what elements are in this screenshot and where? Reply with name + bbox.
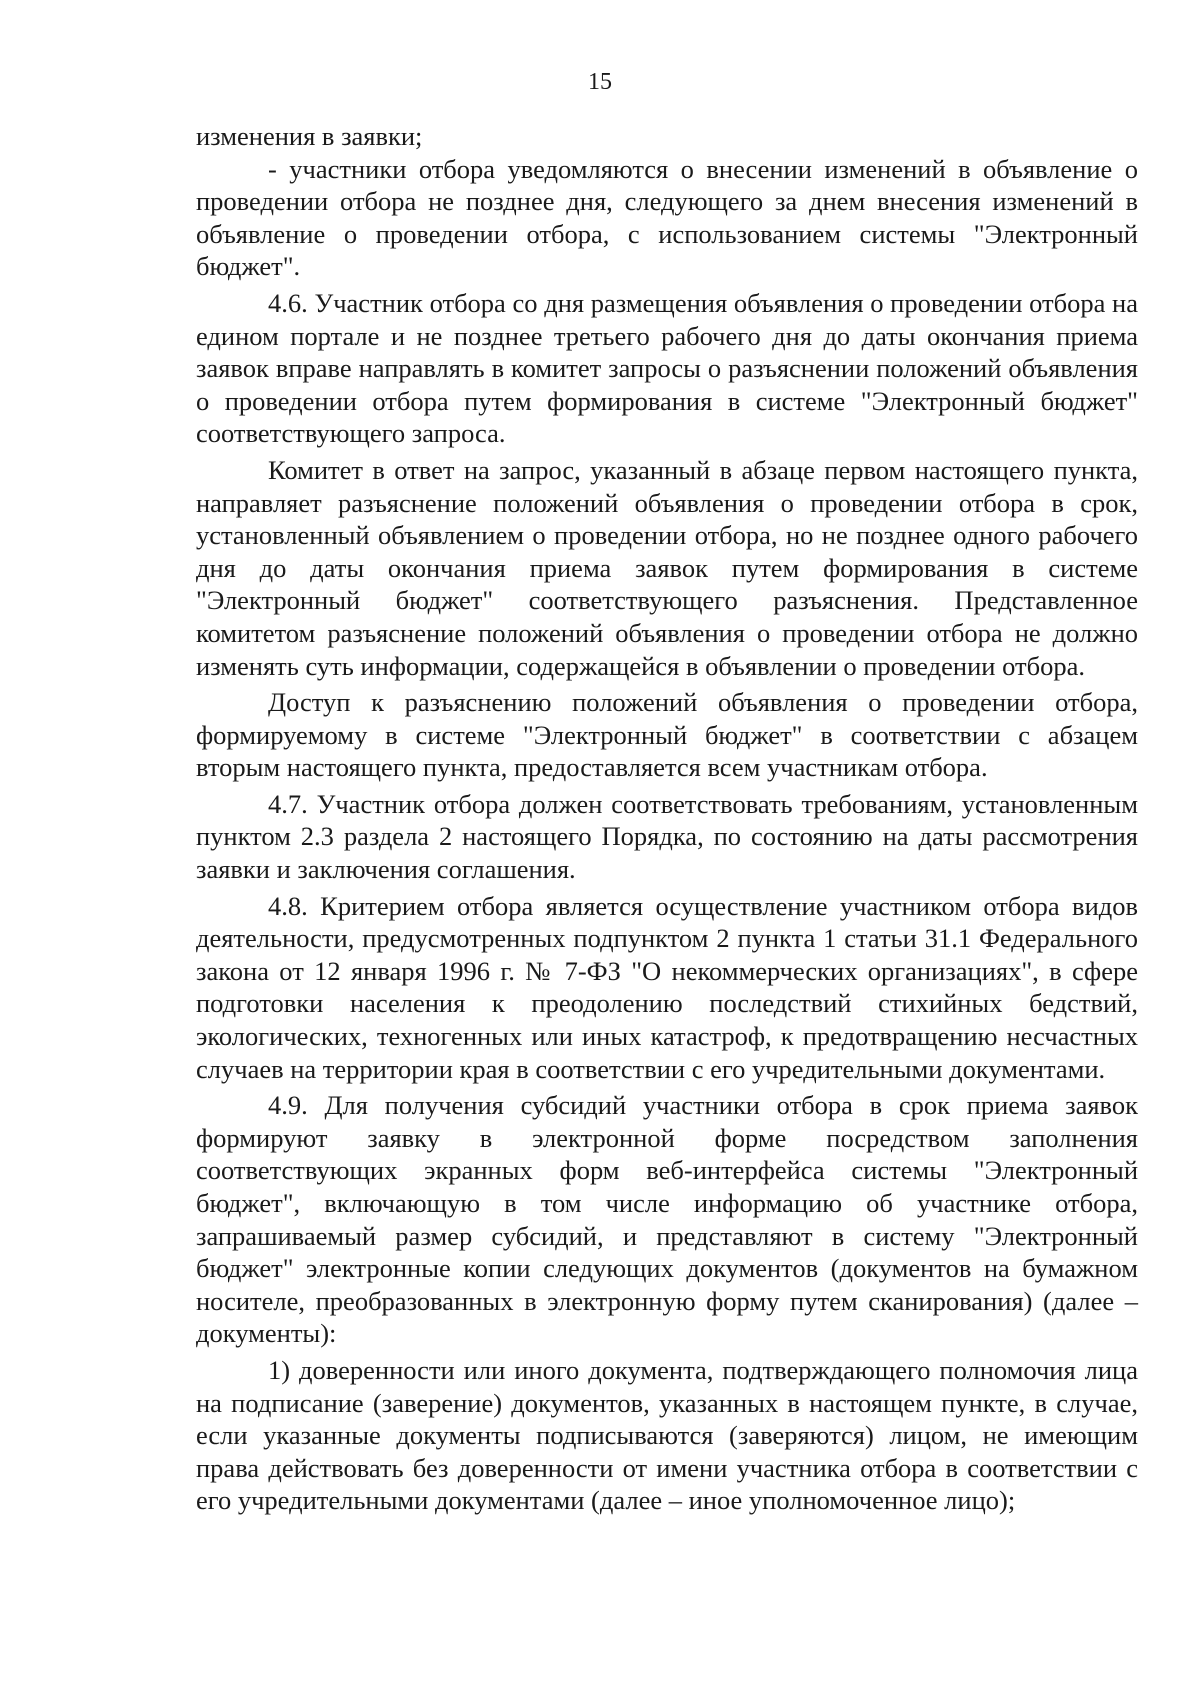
paragraph: 4.7. Участник отбора должен соответствовать требованиям, установленным пунктом 2.3 раздела 2 настоящего Порядка, по состоянию на даты рассмотрения заявки и заключения соглашения.: [196, 788, 1138, 885]
document-body: [196, 120, 1138, 1517]
paragraph: 4.6. Участник отбора со дня размещения объявления о проведении отбора на едином портале и не позднее третьего рабочего дня до даты окончания приема заявок вправе направлять в комитет запросы о разъяснении положений объявления о проведении отбора путем формирования в системе "Электронный бюджет" соответствующего запроса.: [196, 287, 1138, 449]
page-number: 15: [588, 69, 612, 95]
paragraph: 1) доверенности или иного документа, подтверждающего полномочия лица на подписание (заверение) документов, указанных в настоящем пункте, в случае, если указанные документы подписываются (заверяются) лицом, не имеющим права действовать без доверенности от имени участника отбора в соответствии с его учредительными документами (далее – иное уполномоченное лицо);: [196, 1354, 1138, 1516]
paragraph: Доступ к разъяснению положений объявления о проведении отбора, формируемому в системе "Электронный бюджет" в соответствии с абзацем вторым настоящего пункта, предоставляется всем участникам отбора.: [196, 687, 1138, 783]
paragraph: 4.9. Для получения субсидий участники отбора в срок приема заявок формируют заявку в электронной форме посредством заполнения соответствующих экранных форм веб-интерфейса системы "Электронный бюджет", включающую в том числе информацию об участнике отбора, запрашиваемый размер субсидий, и представляют в систему "Электронный бюджет" электронные копии следующих документов (документов на бумажном носителе, преобразованных в электронную форму путем сканирования) (далее – документы):: [196, 1090, 1138, 1349]
paragraph: 4.8. Критерием отбора является осуществление участником отбора видов деятельности, предусмотренных подпунктом 2 пункта 1 статьи 31.1 Федерального закона от 12 января 1996 г. № 7-ФЗ "О некоммерческих организациях", в сфере подготовки населения к преодолению последствий стихийных бедствий, экологических, техногенных или иных катастроф, к предотвращению несчастных случаев на территории края в соответствии с его учредительными документами.: [196, 890, 1138, 1084]
paragraph: - участники отбора уведомляются о внесении изменений в объявление о проведении отбора не позднее дня, следующего за днем внесения изменений в объявление о проведении отбора, с использованием системы "Электронный бюджет".: [196, 153, 1138, 282]
paragraph: изменения в заявки;: [196, 121, 423, 151]
paragraph: Комитет в ответ на запрос, указанный в абзаце первом настоящего пункта, направляет разъяснение положений объявления о проведении отбора в срок, установленный объявлением о проведении отбора, но не позднее одного рабочего дня до даты окончания приема заявок путем формирования в системе "Электронный бюджет" соответствующего разъяснения. Представленное комитетом разъяснение положений объявления о проведении отбора не должно изменять суть информации, содержащейся в объявлении о проведении отбора.: [196, 454, 1138, 681]
